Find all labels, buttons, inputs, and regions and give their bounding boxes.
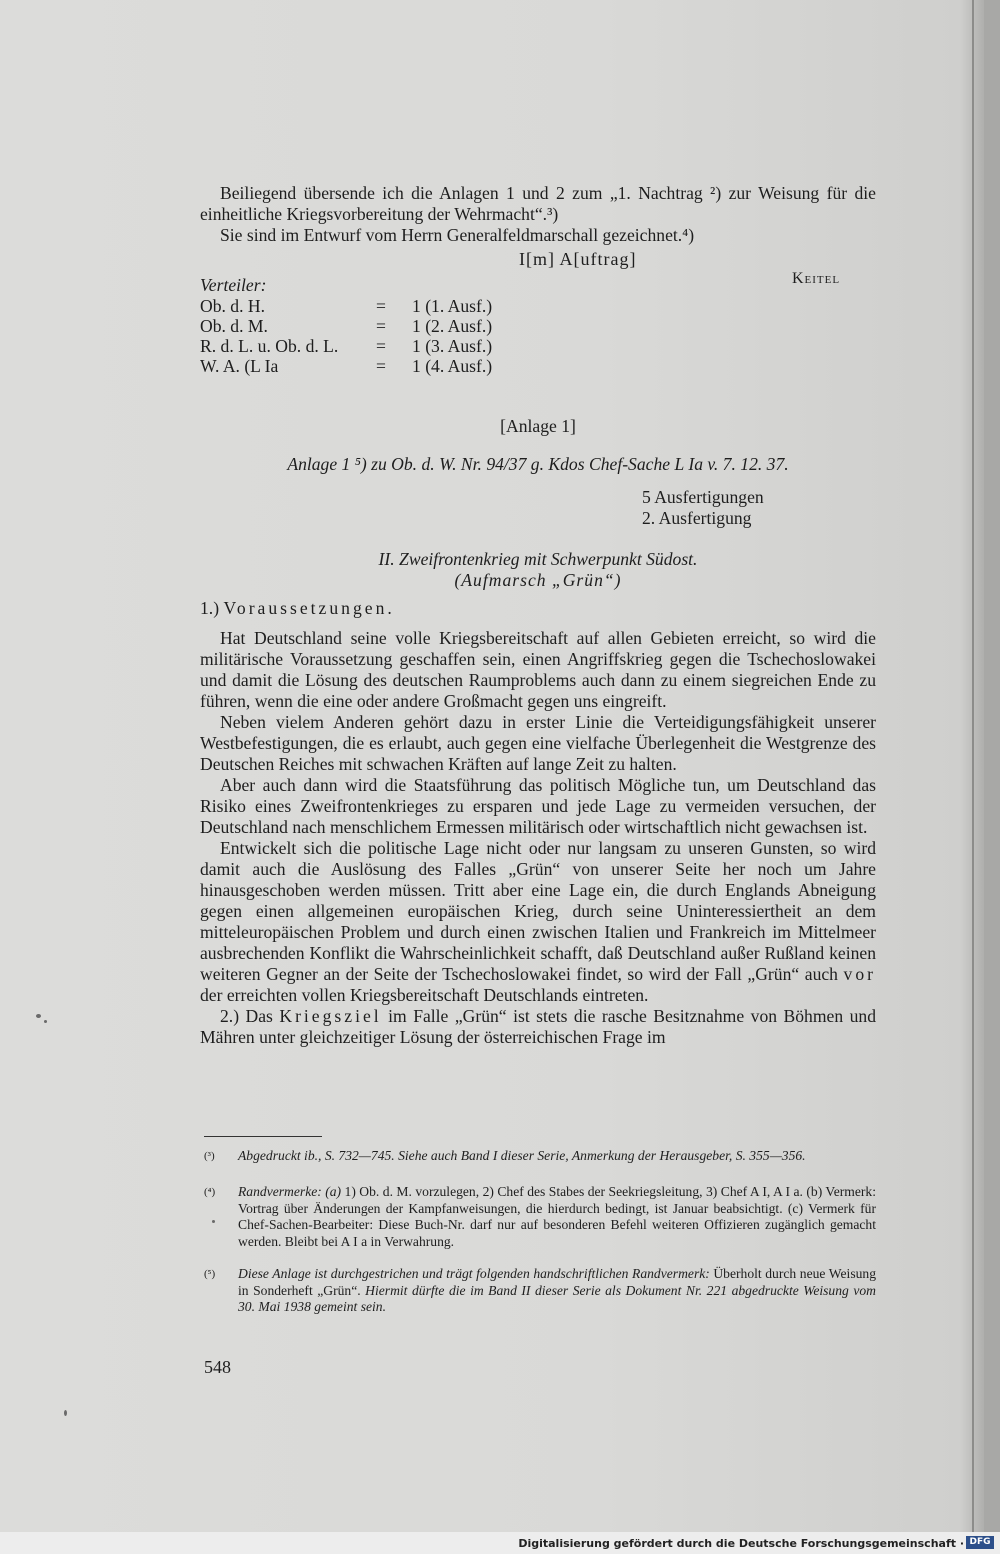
distribution-equals: = bbox=[376, 316, 386, 336]
section-1-body bbox=[200, 628, 876, 1048]
scan-speck bbox=[212, 1220, 215, 1223]
footnote-body bbox=[238, 1184, 876, 1250]
footnote-mark: (⁵) bbox=[204, 1268, 216, 1280]
distribution-equals: = bbox=[376, 356, 386, 376]
footnote-mark: (⁴) bbox=[204, 1186, 216, 1198]
im-auftrag: I[m] A[uftrag] bbox=[519, 249, 637, 269]
footnote-lead: Randvermerke: (a) bbox=[238, 1184, 342, 1199]
scan-speck bbox=[36, 1014, 41, 1018]
distribution-recipient: W. A. (L Ia bbox=[200, 356, 279, 376]
paragraph-text: der erreichten vollen Kriegsbereitschaft Deutschlands eintreten. bbox=[200, 985, 649, 1005]
distribution-copy: 1 (2. Ausf.) bbox=[412, 316, 493, 336]
distribution-recipient: Ob. d. H. bbox=[200, 296, 265, 316]
footnote-text: 1) Ob. d. M. vorzulegen, 2) Chef des Stabes der Seekriegsleitung, 3) Chef A I, A I a. (b) Vermerk: Vortrag über Änderungen der Kampfanweisungen, die hierdurch bedingt, ist Januar beabsichtigt. (c) Vermerk für Chef-Sachen-Bearbeiter: Diese Buch-Nr. darf nur auf besonderen Befehl weiteren Offizieren zugänglich gemacht werden. Bleibt bei A I a in Verwahrung. bbox=[238, 1184, 876, 1249]
footnote-text: Überholt durch neue Weisung in Sonderheft „Grün“. bbox=[238, 1266, 877, 1298]
section-heading: Voraussetzungen. bbox=[223, 598, 395, 618]
footer-credit: Digitalisierung gefördert durch die Deutsche Forschungsgemeinschaft · bbox=[518, 1537, 964, 1550]
footnote-text: Abgedruckt ib., S. 732—745. Siehe auch Band I dieser Serie, Anmerkung der Herausgeber, S. 355—356. bbox=[238, 1148, 806, 1163]
distribution-heading: Verteiler: bbox=[200, 275, 267, 295]
footnote-mark: (³) bbox=[204, 1150, 215, 1162]
footnote-tail: Hiermit dürfte die im Band II dieser Serie als Dokument Nr. 221 abgedruckte Weisung vom 30. Mai 1938 gemeint sein. bbox=[238, 1282, 876, 1314]
paragraph bbox=[200, 838, 876, 1006]
distribution-equals: = bbox=[376, 296, 386, 316]
section-number: 1.) bbox=[200, 598, 220, 618]
gutter-line bbox=[972, 0, 974, 1554]
footnote-lead: Diese Anlage ist durchgestrichen und trägt folgenden handschriftlichen Randvermerk: bbox=[238, 1266, 710, 1281]
paragraph-text: im Falle „Grün“ ist stets die rasche Besitznahme von Böhmen und Mähren unter gleichzeitiger Lösung der österreichischen Frage im bbox=[200, 1006, 876, 1047]
footnote bbox=[204, 1148, 876, 1165]
footnote bbox=[204, 1184, 876, 1250]
footnote-rule bbox=[204, 1136, 322, 1137]
copies-total: 5 Ausfertigungen bbox=[642, 487, 764, 507]
annex-reference: Anlage 1 ⁵) zu Ob. d. W. Nr. 94/37 g. Kdos Chef-Sache L Ia v. 7. 12. 37. bbox=[287, 454, 789, 474]
section-2-number: 2.) Das bbox=[220, 1006, 280, 1026]
annex-subtitle-text: (Aufmarsch „Grün“) bbox=[454, 570, 622, 590]
scan-speck bbox=[64, 1410, 67, 1416]
letter-paragraph: Beiliegend übersende ich die Anlagen 1 und 2 zum „1. Nachtrag ²) zur Weisung für die einheitliche Kriegsvorbereitung der Wehrmacht“.³) bbox=[200, 183, 876, 224]
cover-letter-text bbox=[200, 183, 876, 246]
annex-label: [Anlage 1] bbox=[500, 416, 576, 436]
distribution-copy: 1 (4. Ausf.) bbox=[412, 356, 493, 376]
distribution-copy: 1 (1. Ausf.) bbox=[412, 296, 493, 316]
distribution-recipient: R. d. L. u. Ob. d. L. bbox=[200, 336, 339, 356]
copy-number: 2. Ausfertigung bbox=[642, 508, 752, 528]
distribution-recipient: Ob. d. M. bbox=[200, 316, 268, 336]
footnote bbox=[204, 1266, 876, 1316]
signature-keitel: Keitel bbox=[792, 270, 841, 287]
emphasis-vor: vor bbox=[843, 964, 876, 984]
annex-title: II. Zweifrontenkrieg mit Schwerpunkt Südost. bbox=[378, 549, 698, 569]
footnote-body bbox=[238, 1266, 876, 1316]
section-1-heading bbox=[200, 598, 876, 619]
emphasis-kriegsziel: Kriegsziel bbox=[279, 1006, 382, 1026]
scan-speck bbox=[44, 1020, 47, 1023]
page-number: 548 bbox=[204, 1357, 231, 1377]
letter-signed-note: Sie sind im Entwurf vom Herrn Generalfeldmarschall gezeichnet.⁴) bbox=[220, 225, 695, 245]
page-edge bbox=[984, 0, 1000, 1554]
copies-block bbox=[642, 487, 764, 529]
paragraph bbox=[200, 1006, 876, 1048]
paragraph-text: Entwickelt sich die politische Lage nicht oder nur langsam zu unseren Gunsten, so wird damit auch die Auslösung des Falles „Grün“ von unserer Seite her noch um Jahre hinausgeschoben werden müssen. Tritt aber eine Lage ein, die durch Englands Abneigung gegen einen allgemeinen europäischen Krieg, durch seine Uninteressiertheit an dem mitteleuropäischen Problem und durch einen zwischen Italien und Frankreich im Mittelmeer ausbrechenden Konflikt die Wahrscheinlichkeit schafft, daß Deutschland außer Rußland keinen weiteren Gegner an der Seite der Tschechoslowakei findet, so wird der Fall „Grün“ auch bbox=[200, 838, 876, 984]
distribution-copy: 1 (3. Ausf.) bbox=[412, 336, 493, 356]
paragraph: Hat Deutschland seine volle Kriegsbereitschaft auf allen Gebieten erreicht, so wird die militärische Voraussetzung geschaffen sein, einen Angriffskrieg gegen die Tschechoslowakei und damit die Lösung des deutschen Raumproblems auch dann zu einem siegreichen Ende zu führen, wenn die eine oder andere Großmacht gegen uns eingreift. bbox=[200, 628, 876, 711]
paragraph: Neben vielem Anderen gehört dazu in erster Linie die Verteidigungsfähigkeit unserer Westbefestigungen, die es erlaubt, auch gegen eine vielfache Überlegenheit die Westgrenze des Deutschen Reiches mit schwachen Kräften auf lange Zeit zu halten. bbox=[200, 712, 876, 774]
annex-subtitle bbox=[200, 570, 876, 591]
distribution-equals: = bbox=[376, 336, 386, 356]
dfg-logo: DFG bbox=[966, 1536, 994, 1549]
paragraph: Aber auch dann wird die Staatsführung das politisch Mögliche tun, um Deutschland das Risiko eines Zweifrontenkrieges zu ersparen und jede Lage zu vermeiden versuchen, der Deutschland nach menschlichem Ermessen militärisch oder wirtschaftlich nicht gewachsen ist. bbox=[200, 775, 876, 837]
